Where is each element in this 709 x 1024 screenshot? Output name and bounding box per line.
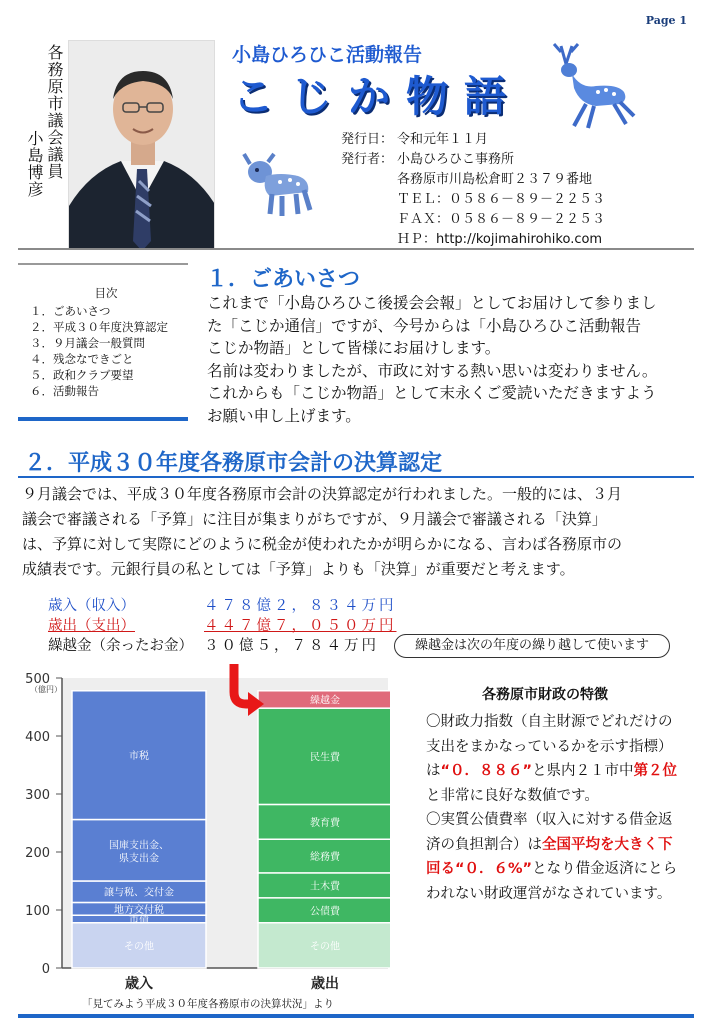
toc-item: ４．残念なできごと bbox=[30, 352, 134, 366]
revenue-segment-label: 市債 bbox=[129, 914, 149, 926]
feature-text: ２１市中 bbox=[575, 763, 634, 779]
expense-segment-label: 民生費 bbox=[310, 752, 340, 764]
expense-segment-label: 土木費 bbox=[310, 881, 340, 893]
expense-segment-label: 総務費 bbox=[310, 852, 340, 864]
y-tick-label: 300 bbox=[25, 788, 50, 803]
y-tick-label: 200 bbox=[25, 846, 50, 861]
feature-text: 〇財政力指数（自主財源でどれだ bbox=[426, 714, 644, 730]
table-of-contents bbox=[24, 285, 188, 399]
revenue-segment-label: その他 bbox=[124, 941, 154, 953]
expense-segment-label: その他 bbox=[310, 941, 340, 953]
header-divider bbox=[18, 248, 694, 250]
newsletter-subtitle: 小島ひろひこ活動報告 bbox=[232, 44, 423, 66]
section1-title: １．ごあいさつ bbox=[206, 267, 361, 292]
carry-label: 繰越金（余ったお金） bbox=[48, 638, 193, 654]
emphasis-text: 第２位 bbox=[633, 763, 678, 779]
fawn-illustration-icon bbox=[240, 150, 320, 220]
section1-line: こじか物語」として皆様にお届けします。 bbox=[207, 339, 501, 357]
issue-date-row bbox=[341, 130, 605, 150]
author-photo bbox=[68, 40, 215, 250]
revenue-label: 歳入（収入） bbox=[48, 598, 135, 614]
revenue-segment-label: 市税 bbox=[129, 751, 149, 763]
author-vertical-name bbox=[22, 44, 62, 204]
feature-text: 金返済の負担割合）は bbox=[426, 812, 673, 853]
features-paragraph-2 bbox=[426, 808, 686, 906]
features-paragraph-1 bbox=[426, 710, 686, 808]
section1-body bbox=[207, 292, 697, 427]
issue-hp: ＨＰ：http://kojimahirohiko.com bbox=[397, 232, 603, 247]
section2-rule bbox=[18, 476, 694, 478]
issue-address: 各務原市川島松倉町２３７９番地 bbox=[397, 172, 593, 187]
x-category-label: 歳出 bbox=[311, 976, 339, 992]
issue-info bbox=[341, 130, 605, 250]
page-number: Page 1 bbox=[645, 14, 687, 27]
toc-title: 目次 bbox=[94, 286, 118, 300]
section1-line: 名前は変わりましたが、市政に対する熱い思いは変わりません。 bbox=[207, 361, 658, 380]
revenue-segment-label: 地方交付税 bbox=[114, 904, 164, 916]
emphasis-text: 全国平均を bbox=[542, 836, 615, 853]
section1-line: これまで「小島ひろひこ後援会会報」としてお届けして参りまし bbox=[207, 294, 657, 312]
section1-line: お願い申し上げます。 bbox=[207, 406, 361, 425]
section1-line: た「こじか通信」ですが、今号からは「小島ひろひこ活動報告 bbox=[207, 316, 642, 335]
feature-text: がなされています。 bbox=[542, 885, 672, 902]
section2-line: 議会で審議される「予算」に注目が集まりがちですが、９月議会で審議される「決算」 bbox=[22, 510, 607, 528]
toc-top-rule bbox=[18, 263, 188, 265]
toc-bottom-rule bbox=[18, 417, 188, 421]
section2-body bbox=[22, 482, 694, 582]
toc-item: ２．平成３０年度決算認定 bbox=[30, 320, 168, 334]
x-category-label: 歳入 bbox=[125, 976, 153, 992]
revenue-value: ４７８億２，８３４万円 bbox=[204, 598, 397, 614]
issue-date-label: 発行日： bbox=[341, 132, 394, 147]
emphasis-text: “０．８８６” bbox=[440, 763, 533, 779]
issue-publisher-row bbox=[341, 150, 605, 170]
expense-value: ４４７億７，０５０万円 bbox=[204, 618, 397, 634]
deer-illustration-icon bbox=[536, 34, 636, 134]
footer-rule bbox=[18, 1014, 694, 1018]
chart-caption: 「見てみよう平成３０年度各務原市の決算状況」より bbox=[82, 998, 334, 1010]
revenue-segment-label: 譲与税、交付金 bbox=[104, 887, 174, 899]
section2-line: は、予算に対して実際にどのように税金が使われたかが明らかになる、言わば各務原市の bbox=[22, 535, 623, 553]
issue-publisher-label: 発行者： bbox=[341, 152, 394, 167]
author-title: 各務原市議会議員 bbox=[45, 44, 64, 180]
newsletter-title: こじか物語 bbox=[232, 72, 523, 121]
y-tick-label: 100 bbox=[25, 904, 50, 919]
feature-text: 〇実質公債費率（収入に対する借 bbox=[426, 812, 644, 828]
y-tick-label: 500 bbox=[25, 672, 50, 687]
expense-segment-label: 教育費 bbox=[310, 817, 340, 829]
feature-text: と非常に良好な数 bbox=[426, 787, 542, 804]
feature-text: と県内 bbox=[532, 763, 576, 779]
feature-text: となり bbox=[532, 861, 576, 877]
section2-line: ９月議会では、平成３０年度各務原市会計の決算認定が行われました。一般的には、３月 bbox=[22, 485, 623, 503]
toc-item: ５．政和クラブ要望 bbox=[30, 368, 134, 382]
toc-item: ３．９月議会一般質問 bbox=[30, 336, 145, 350]
features-title: 各務原市財政の特徴 bbox=[482, 687, 608, 703]
y-tick-label: 0 bbox=[41, 962, 50, 977]
features-body bbox=[426, 710, 686, 906]
expense-segment-label: 公債費 bbox=[310, 906, 340, 918]
portrait-image bbox=[69, 41, 215, 250]
section1-line: これからも「こじか物語」として末永くご愛読いただきますよう bbox=[207, 384, 657, 402]
carry-value: ３０億５，７８４万円 bbox=[204, 638, 379, 654]
section2-line: 成績表です。元銀行員の私としては「予算」よりも「決算」が重要だと考えます。 bbox=[22, 560, 575, 578]
issue-publisher-value: 小島ひろひこ事務所 bbox=[397, 152, 515, 167]
issue-fax: ＦＡＸ：０５８６－８９－２２５３ bbox=[397, 212, 606, 227]
feature-text: 値です。 bbox=[542, 787, 599, 804]
y-axis-unit: （億円） bbox=[30, 685, 62, 694]
toc-item: ６．活動報告 bbox=[30, 384, 99, 398]
emphasis-text: 大きく下回る“０．６%” bbox=[426, 836, 673, 877]
issue-date-value: 令和元年１１月 bbox=[397, 132, 489, 147]
author-name: 小島博彦 bbox=[25, 130, 44, 198]
y-tick-label: 400 bbox=[25, 730, 50, 745]
section2-title: ２．平成３０年度各務原市会計の決算認定 bbox=[24, 451, 443, 476]
label-line: 国庫支出金、 bbox=[109, 840, 169, 852]
feature-text: 借金返済にとらわれない財政運営 bbox=[426, 861, 678, 902]
feature-text: けの支出をまかなっているかを示 bbox=[426, 714, 673, 755]
label-line: 県支出金 bbox=[119, 853, 159, 865]
budget-chart bbox=[10, 664, 390, 1004]
feature-text: す指標）は bbox=[426, 738, 673, 779]
issue-tel: ＴＥＬ：０５８６－８９－２２５３ bbox=[397, 192, 606, 207]
expense-label: 歳出（支出） bbox=[48, 618, 135, 634]
toc-item: １．ごあいさつ bbox=[30, 304, 111, 318]
expense-segment-label: 繰越金 bbox=[310, 695, 340, 707]
carry-note-callout: 繰越金は次の年度の繰り越して使います bbox=[394, 634, 670, 658]
